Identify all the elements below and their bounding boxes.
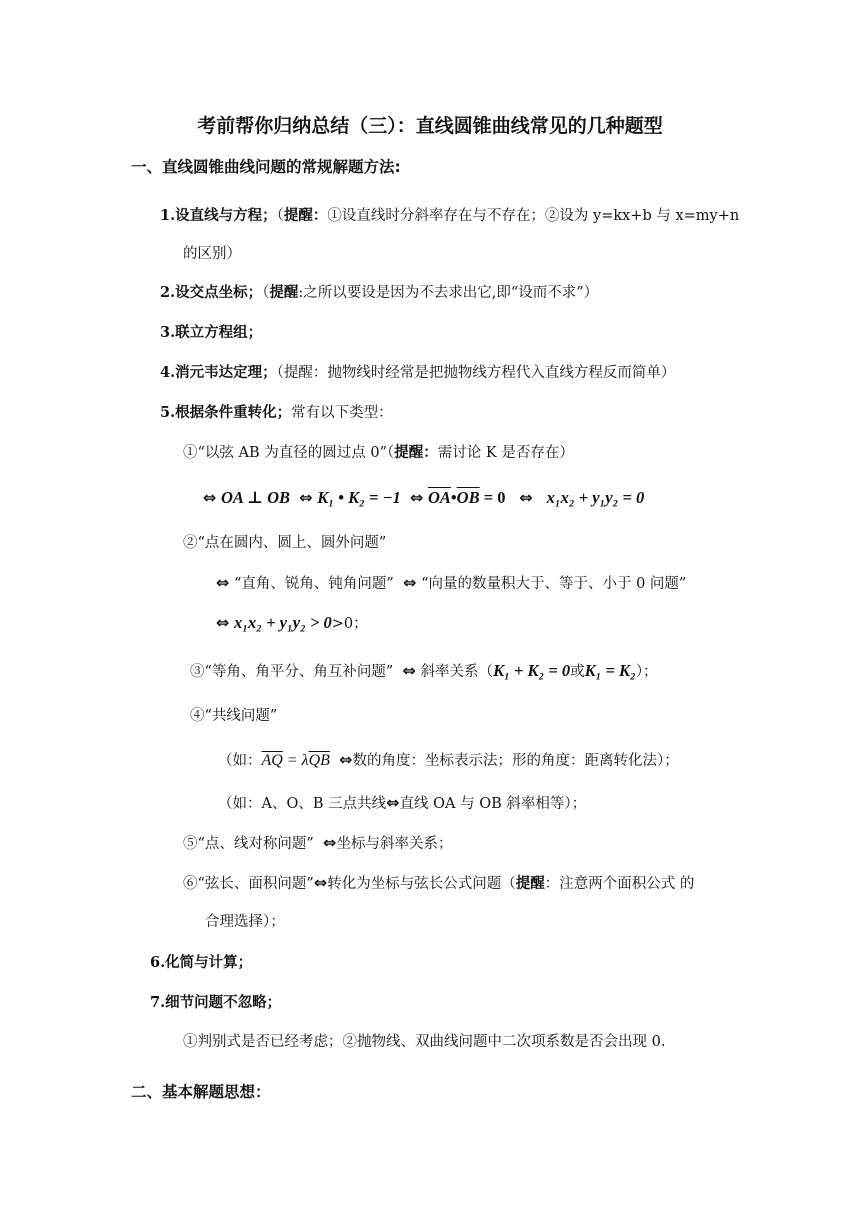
iff-symbol: ⇔ [339,750,353,769]
equation: K₁ • K₂ = −1 [317,488,401,507]
sub-4: ④“共线问题” [190,708,278,724]
item-3 [160,323,262,343]
item-5-text: 常有以下类型： [291,405,393,421]
item-6-label: 6.化简与计算； [150,954,253,971]
iff-symbol: ⇔ [203,488,217,507]
sub-5: ⑤“点、线对称问题” ⇔坐标与斜率关系； [183,833,453,852]
vector-equation: $\overline{AQ} = \lambda\overline{QB}$ [261,752,330,769]
iff-symbol: ⇔ [216,573,230,592]
sub-1-equivalences [203,488,644,509]
vector-equation: $\overline{OA}•\overline{OB} = 0$ [427,488,506,507]
item-6 [150,953,252,973]
item-4-label: 4.消元韦达定理； [160,364,277,381]
equation: OA ⊥ OB [221,488,291,507]
sub-6-continued: 合理选择）； [205,914,285,930]
sub-4-line-2: （如：$\overline{AQ} = \lambda\overline{QB}$ ⇔数的角度：坐标表示法；形的角度：距离转化法）； [218,750,679,769]
equation: x₁x₂ + y₁y₂ > 0 [234,613,332,632]
iff-symbol: ⇔ [409,488,424,507]
item-5 [160,403,393,423]
section-1-heading: 一、直线圆锥曲线问题的常规解题方法: [131,158,401,176]
item-1: 1.设直线与方程；（提醒：①设直线时分斜率存在与不存在；②设为 y=kx+b 与 x=my+n [160,207,740,224]
item-4 [160,363,675,383]
iff-symbol: ⇔ [519,488,533,507]
iff-symbol: ⇔ [386,793,400,812]
item-2-text: :之所以要设是因为不去求出它,即“设而不求”） [298,285,599,301]
iff-symbol: ⇔ [299,488,313,507]
item-1-continued: 的区别） [183,246,241,262]
item-4-text: （提醒：抛物线时经常是把抛物线方程代入直线方程反而简单） [276,365,676,381]
page-title: 考前帮你归纳总结（三）：直线圆锥曲线常见的几种题型 [197,115,663,137]
sub-4-line-3: （如：A、O、B 三点共线⇔直线 OA 与 OB 斜率相等）； [218,793,587,812]
equation: K₁ + K₂ = 0 [493,661,571,680]
item-7 [150,993,281,1013]
hint-label: 提醒 [269,284,299,301]
iff-symbol: ⇔ [323,833,337,852]
item-3-label: 3.联立方程组； [160,324,263,341]
equation: x₁x₂ + y₁y₂ = 0 [546,488,645,507]
sub-2-line-2: ⇔ “直角、锐角、钝角问题” ⇔ “向量的数量积大于、等于、小于 0 问题” [216,573,687,592]
hint-label: 提醒： [394,444,438,461]
hint-label: 提醒 [515,875,545,892]
sub-2-line-3: ⇔ x₁x₂ + y₁y₂ > 0>0； [216,613,368,632]
item-7-label: 7.细节问题不忽略； [150,994,282,1011]
equation: K₁ = K₂ [584,661,636,680]
section-2-heading: 二、基本解题思想： [131,1083,271,1101]
hint-label: 提醒： [283,207,328,224]
sub-3: ③“等角、角平分、角互补问题” ⇔ 斜率关系（K₁ + K₂ = 0或K₁ = K₂）； [190,661,658,680]
iff-symbol: ⇔ [403,573,417,592]
item-5-label: 5.根据条件重转化； [160,404,292,421]
sub-6: ⑥“弦长、面积问题”⇔转化为坐标与弦长公式问题（提醒：注意两个面积公式 的 [183,873,695,892]
item-1-text: ①设直线时分斜率存在与不存在；②设为 y=kx+b 与 x=my+n [327,208,740,224]
iff-symbol: ⇔ [313,873,328,892]
item-7-text: ①判别式是否已经考虑；②抛物线、双曲线问题中二次项系数是否会出现 0. [183,1034,666,1050]
iff-symbol: ⇔ [402,661,416,680]
item-2-label: 2.设交点坐标； [160,284,263,301]
item-1-label: 1.设直线与方程； [160,207,277,224]
sub-2: ②“点在圆内、圆上、圆外问题” [183,535,387,551]
sub-1: ①“以弦 AB 为直径的圆过点 0”（提醒：需讨论 K 是否存在） [183,444,574,461]
iff-symbol: ⇔ [216,613,230,632]
item-2: 2.设交点坐标；（提醒:之所以要设是因为不去求出它,即“设而不求”） [160,284,599,301]
